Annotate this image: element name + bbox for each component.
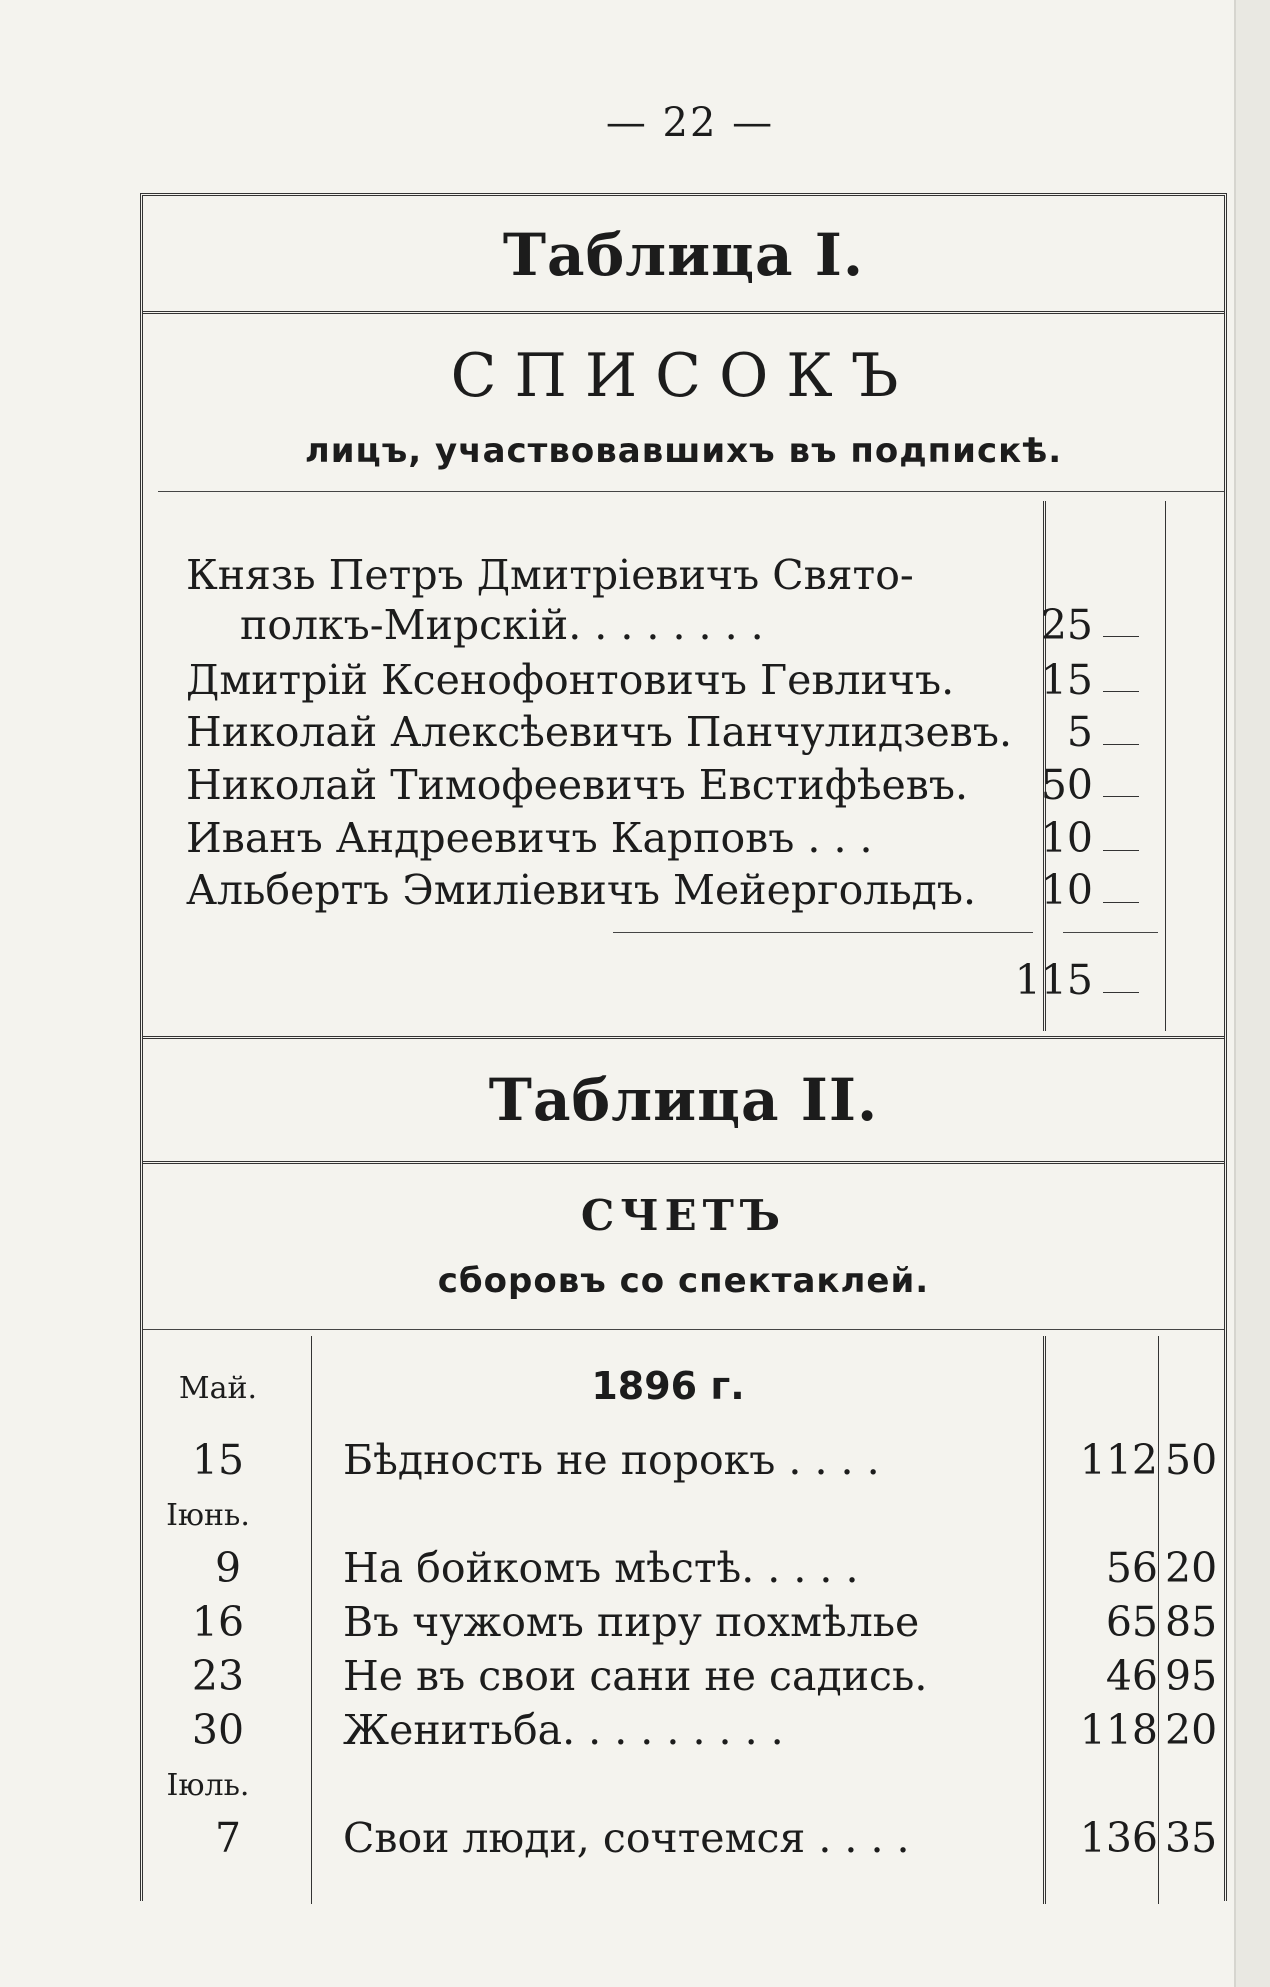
play-title: Женитьба. . . . . . . . . bbox=[343, 1706, 784, 1754]
day: 7 bbox=[214, 1814, 242, 1862]
dash bbox=[1103, 796, 1139, 797]
play-title: Въ чужомъ пиру похмѣлье bbox=[343, 1598, 920, 1646]
page-number: — 22 — bbox=[605, 100, 775, 146]
kopecks: 50 bbox=[1165, 1436, 1218, 1484]
divider bbox=[143, 311, 1224, 314]
table2-heading: СЧЕТЪ bbox=[580, 1191, 787, 1240]
column-divider bbox=[1158, 1336, 1159, 1904]
list-item: Альбертъ Эмиліевичъ Мейергольдъ. bbox=[186, 866, 977, 914]
page-edge bbox=[1234, 0, 1270, 1987]
rubles: 136 bbox=[1079, 1814, 1158, 1862]
rubles: 46 bbox=[1105, 1652, 1158, 1700]
day: 9 bbox=[214, 1544, 242, 1592]
amount: 5 bbox=[1066, 708, 1093, 756]
dash bbox=[1103, 744, 1139, 745]
amount: 10 bbox=[1040, 866, 1093, 914]
kopecks: 20 bbox=[1165, 1544, 1218, 1592]
divider bbox=[143, 1036, 1224, 1039]
amount: 50 bbox=[1040, 761, 1093, 809]
list-item: Князь Петръ Дмитріевичъ Свято- bbox=[186, 551, 914, 599]
play-title: Бѣдность не порокъ . . . . bbox=[343, 1436, 880, 1484]
kopecks: 85 bbox=[1165, 1598, 1218, 1646]
list-item: полкъ-Мирскій. . . . . . . . bbox=[240, 601, 764, 649]
list-item: Николай Тимофеевичъ Евстифѣевъ. bbox=[186, 761, 969, 809]
column-divider bbox=[311, 1336, 312, 1904]
kopecks: 95 bbox=[1165, 1652, 1218, 1700]
day: 30 bbox=[191, 1706, 245, 1754]
day: 23 bbox=[191, 1652, 245, 1700]
day: 15 bbox=[191, 1436, 245, 1484]
dash bbox=[1103, 992, 1139, 993]
table1-heading: СПИСОКЪ bbox=[450, 341, 917, 411]
dash bbox=[1103, 691, 1139, 692]
month-label: Іюль. bbox=[166, 1768, 250, 1803]
table2-subheading: сборовъ со спектаклей. bbox=[437, 1261, 930, 1301]
rubles: 112 bbox=[1079, 1436, 1158, 1484]
sum-rule bbox=[613, 932, 1033, 933]
year-label: 1896 г. bbox=[591, 1364, 745, 1408]
total-amount: 115 bbox=[1014, 956, 1093, 1004]
day: 16 bbox=[191, 1598, 245, 1646]
list-item: Иванъ Андреевичъ Карповъ . . . bbox=[186, 814, 873, 862]
divider bbox=[158, 491, 1224, 492]
table2-title: Таблица II. bbox=[488, 1066, 879, 1134]
month-label: Май. bbox=[178, 1371, 258, 1406]
play-title: Не въ свои сани не садись. bbox=[343, 1652, 928, 1700]
rubles: 65 bbox=[1105, 1598, 1158, 1646]
play-title: Свои люди, сочтемся . . . . bbox=[343, 1814, 910, 1862]
kopecks: 20 bbox=[1165, 1706, 1218, 1754]
table1-subheading: лицъ, участвовавшихъ въ подпискѣ. bbox=[304, 431, 1063, 471]
amount: 10 bbox=[1040, 814, 1093, 862]
month-label: Іюнь. bbox=[166, 1498, 250, 1533]
rubles: 56 bbox=[1105, 1544, 1158, 1592]
dash bbox=[1103, 902, 1139, 903]
divider bbox=[143, 1329, 1224, 1330]
dash bbox=[1103, 850, 1139, 851]
list-item: Дмитрій Ксенофонтовичъ Гевличъ. bbox=[186, 656, 955, 704]
play-title: На бойкомъ мѣстѣ. . . . . bbox=[343, 1544, 859, 1592]
column-divider bbox=[1165, 501, 1166, 1031]
list-item: Николай Алексѣевичъ Панчулидзевъ. bbox=[186, 708, 1013, 756]
dash bbox=[1103, 636, 1139, 637]
sum-rule bbox=[1063, 932, 1158, 933]
rubles: 118 bbox=[1079, 1706, 1158, 1754]
divider bbox=[143, 1161, 1224, 1164]
table1-title: Таблица I. bbox=[502, 221, 865, 289]
tables-frame bbox=[140, 193, 1227, 1901]
amount: 25 bbox=[1040, 601, 1093, 649]
amount: 15 bbox=[1040, 656, 1093, 704]
kopecks: 35 bbox=[1165, 1814, 1218, 1862]
